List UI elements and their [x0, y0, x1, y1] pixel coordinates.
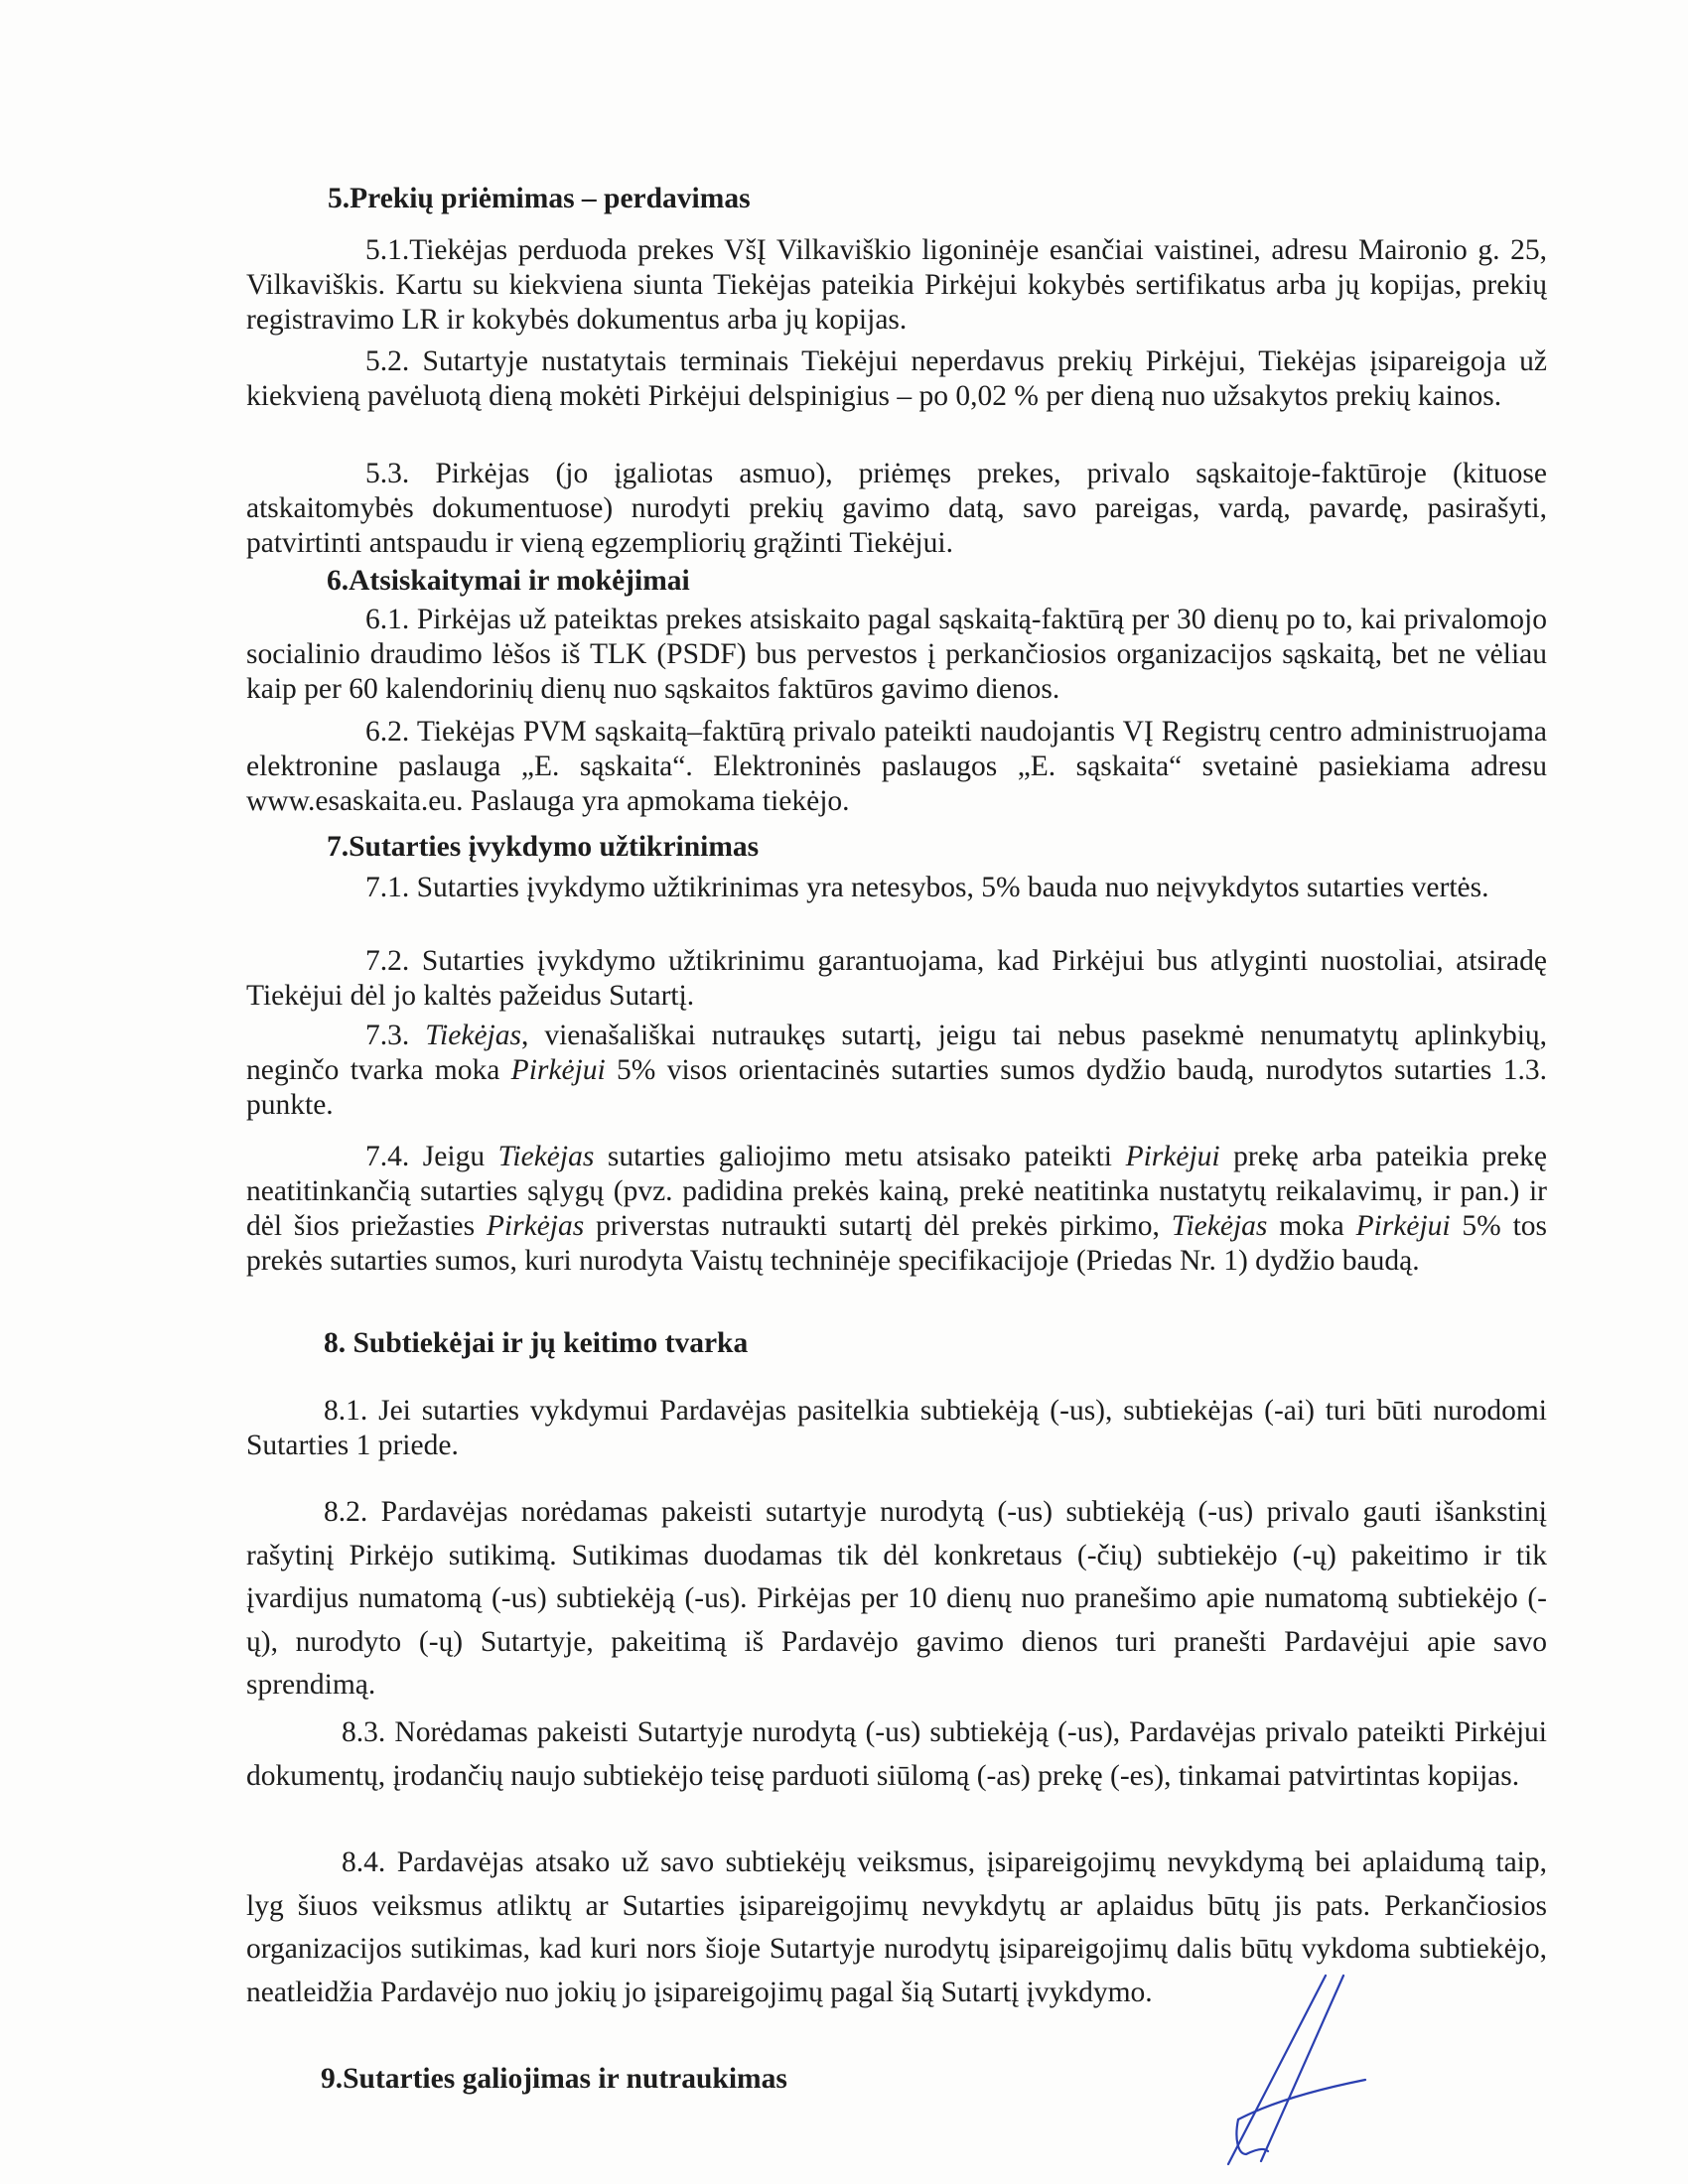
- party-name-italic: Tiekėjas: [1171, 1210, 1268, 1242]
- clause-paragraph: [246, 344, 1547, 414]
- clause-text: 7.2. Sutarties įvykdymo užtikrinimu garantuojama, kad Pirkėjui bus atlyginti nuostoliai, atsiradę Tiekėjui dėl jo kaltės pažeidus Sutartį.: [246, 945, 1547, 1012]
- clause-paragraph: [246, 944, 1547, 1014]
- clause-paragraph: [246, 233, 1547, 338]
- clause-text: 5.2. Sutartyje nustatytais terminais Tiekėjui neperdavus prekių Pirkėjui, Tiekėjas įsipareigoja už kiekvieną pavėluotą dieną mokėti Pirkėjui delspinigius – po 0,02 % per dieną nuo užsakytos prekių kainos.: [246, 345, 1547, 412]
- clause-text: sutarties galiojimo metu atsisako pateikti: [594, 1141, 1126, 1172]
- section-heading: 8. Subtiekėjai ir jų keitimo tvarka: [324, 1327, 749, 1359]
- clause-text: 5.3. Pirkėjas (jo įgaliotas asmuo), priėmęs prekes, privalo sąskaitoje-faktūroje (kituose atskaitomybės dokumentuose) nurodyti prekių gavimo datą, savo pareigas, vardą, pavardę, pasirašyti, patvirtinti antspaudu ir vieną egzempliorių grąžinti Tiekėjui.: [246, 458, 1547, 559]
- party-name-italic: Pirkėjui: [1355, 1210, 1451, 1242]
- clause-paragraph: [246, 1394, 1547, 1463]
- party-name-italic: Pirkėjas: [486, 1210, 585, 1242]
- clause-text: 7.3.: [365, 1020, 426, 1051]
- clause-paragraph: [246, 1019, 1547, 1123]
- clause-text: 6.2. Tiekėjas PVM sąskaitą–faktūrą privalo pateikti naudojantis VĮ Registrų centro administruojama elektronine paslauga „E. sąskaita“. Elektroninės paslaugos „E. sąskaita“ svetainė pasiekiama adresu www.esaskaita.eu. Paslauga yra apmokama tiekėjo.: [246, 716, 1547, 817]
- clause-text: prekę arba pateikia prekę neatitinkančią sutarties sąlygų (pvz. padidina prekės kainą, prekė neatitinka nustatytų reikalavimų, ir pan.) ir dėl šios priežasties: [246, 1141, 1547, 1242]
- section-heading: 9.Sutarties galiojimas ir nutraukimas: [321, 2063, 787, 2095]
- clause-text: 8.3. Norėdamas pakeisti Sutartyje nurodytą (-us) subtiekėją (-us), Pardavėjas privalo pateikti Pirkėjui dokumentų, įrodančių naujo subtiekėjo teisę parduoti siūlomą (-as) prekę (-es), tinkamai patvirtintas kopijas.: [246, 1716, 1547, 1792]
- clause-text: priverstas nutraukti sutartį dėl prekės pirkimo,: [584, 1210, 1172, 1242]
- section-heading: 5.Prekių priėmimas – perdavimas: [328, 183, 751, 214]
- clause-text: 7.4. Jeigu: [365, 1141, 498, 1172]
- clause-text: 5% tos prekės sutarties sumos, kuri nurodyta Vaistų techninėje specifikacijoje (Priedas Nr. 1) dydžio baudą.: [246, 1210, 1547, 1277]
- handwritten-signature: [1216, 1971, 1415, 2169]
- clause-text: , vienašališkai nutraukęs sutartį, jeigu tai nebus pasekmė nenumatytų aplinkybių, neginčo tvarka moka: [246, 1020, 1548, 1086]
- clause-text: 7.1. Sutarties įvykdymo užtikrinimas yra netesybos, 5% bauda nuo neįvykdytos sutarties vertės.: [365, 872, 1489, 903]
- section-heading: 6.Atsiskaitymai ir mokėjimai: [327, 565, 690, 597]
- clause-text: moka: [1267, 1210, 1356, 1242]
- clause-text: 8.1. Jei sutarties vykdymui Pardavėjas pasitelkia subtiekėją (-us), subtiekėjas (-ai) turi būti nurodomi Sutarties 1 priede.: [246, 1395, 1547, 1461]
- clause-text: 5.1.Tiekėjas perduoda prekes VšĮ Vilkaviškio ligoninėje esančiai vaistinei, adresu Maironio g. 25, Vilkaviškis. Kartu su kiekviena siunta Tiekėjas pateikia Pirkėjui kokybės sertifikatus arba jų kopijas, prekių registravimo LR ir kokybės dokumentus arba jų kopijas.: [246, 234, 1547, 336]
- clause-paragraph: [246, 871, 1547, 905]
- party-name-italic: Pirkėjui: [1125, 1141, 1220, 1172]
- clause-text: 8.2. Pardavėjas norėdamas pakeisti sutartyje nurodytą (-us) subtiekėją (-us) privalo gauti išankstinį rašytinį Pirkėjo sutikimą. Sutikimas duodamas tik dėl konkretaus (-čių) subtiekėjo (-ų) pakeitimo ir tik įvardijus numatomą (-us) subtiekėją (-us). Pirkėjas per 10 dienų nuo pranešimo apie numatomą subtiekėjo (-ų), nurodyto (-ų) Sutartyje, pakeitimą iš Pardavėjo gavimo dienos turi pranešti Pardavėjui apie savo sprendimą.: [246, 1496, 1547, 1701]
- section-heading: 7.Sutarties įvykdymo užtikrinimas: [327, 831, 760, 863]
- signature-stroke: [1261, 1976, 1343, 2161]
- clause-text: 6.1. Pirkėjas už pateiktas prekes atsiskaito pagal sąskaitą-faktūrą per 30 dienų po to, kai privalomojo socialinio draudimo lėšos iš TLK (PSDF) bus pervestos į perkančiosios organizacijos sąskaitą, bet ne vėliau kaip per 60 kalendorinių dienų nuo sąskaitos faktūros gavimo dienos.: [246, 604, 1547, 705]
- clause-paragraph: [246, 457, 1547, 561]
- clause-paragraph: [246, 1711, 1547, 1798]
- clause-paragraph: [246, 1140, 1547, 1279]
- clause-paragraph: [246, 603, 1547, 707]
- party-name-italic: Tiekėjas: [425, 1020, 521, 1051]
- clause-paragraph: [246, 1491, 1547, 1707]
- party-name-italic: Tiekėjas: [497, 1141, 595, 1172]
- signature-stroke: [1228, 1976, 1326, 2164]
- clause-paragraph: [246, 715, 1547, 819]
- signature-stroke: [1236, 2080, 1365, 2154]
- clause-text: 5% visos orientacinės sutarties sumos dydžio baudą, nurodytos sutarties 1.3. punkte.: [246, 1054, 1548, 1121]
- clause-text: 8.4. Pardavėjas atsako už savo subtiekėjų veiksmus, įsipareigojimų nevykdymą bei aplaidumą taip, lyg šiuos veiksmus atliktų ar Sutarties įsipareigojimų nevykdytų ar aplaidus būtų jis pats. Perkančiosios organizacijos sutikimas, kad kuri nors šioje Sutartyje nurodytų įsipareigojimų dalis būtų vykdoma subtiekėjo, neatleidžia Pardavėjo nuo jokių jo įsipareigojimų pagal šią Sutartį įvykdymo.: [246, 1846, 1547, 2008]
- party-name-italic: Pirkėjui: [510, 1054, 606, 1086]
